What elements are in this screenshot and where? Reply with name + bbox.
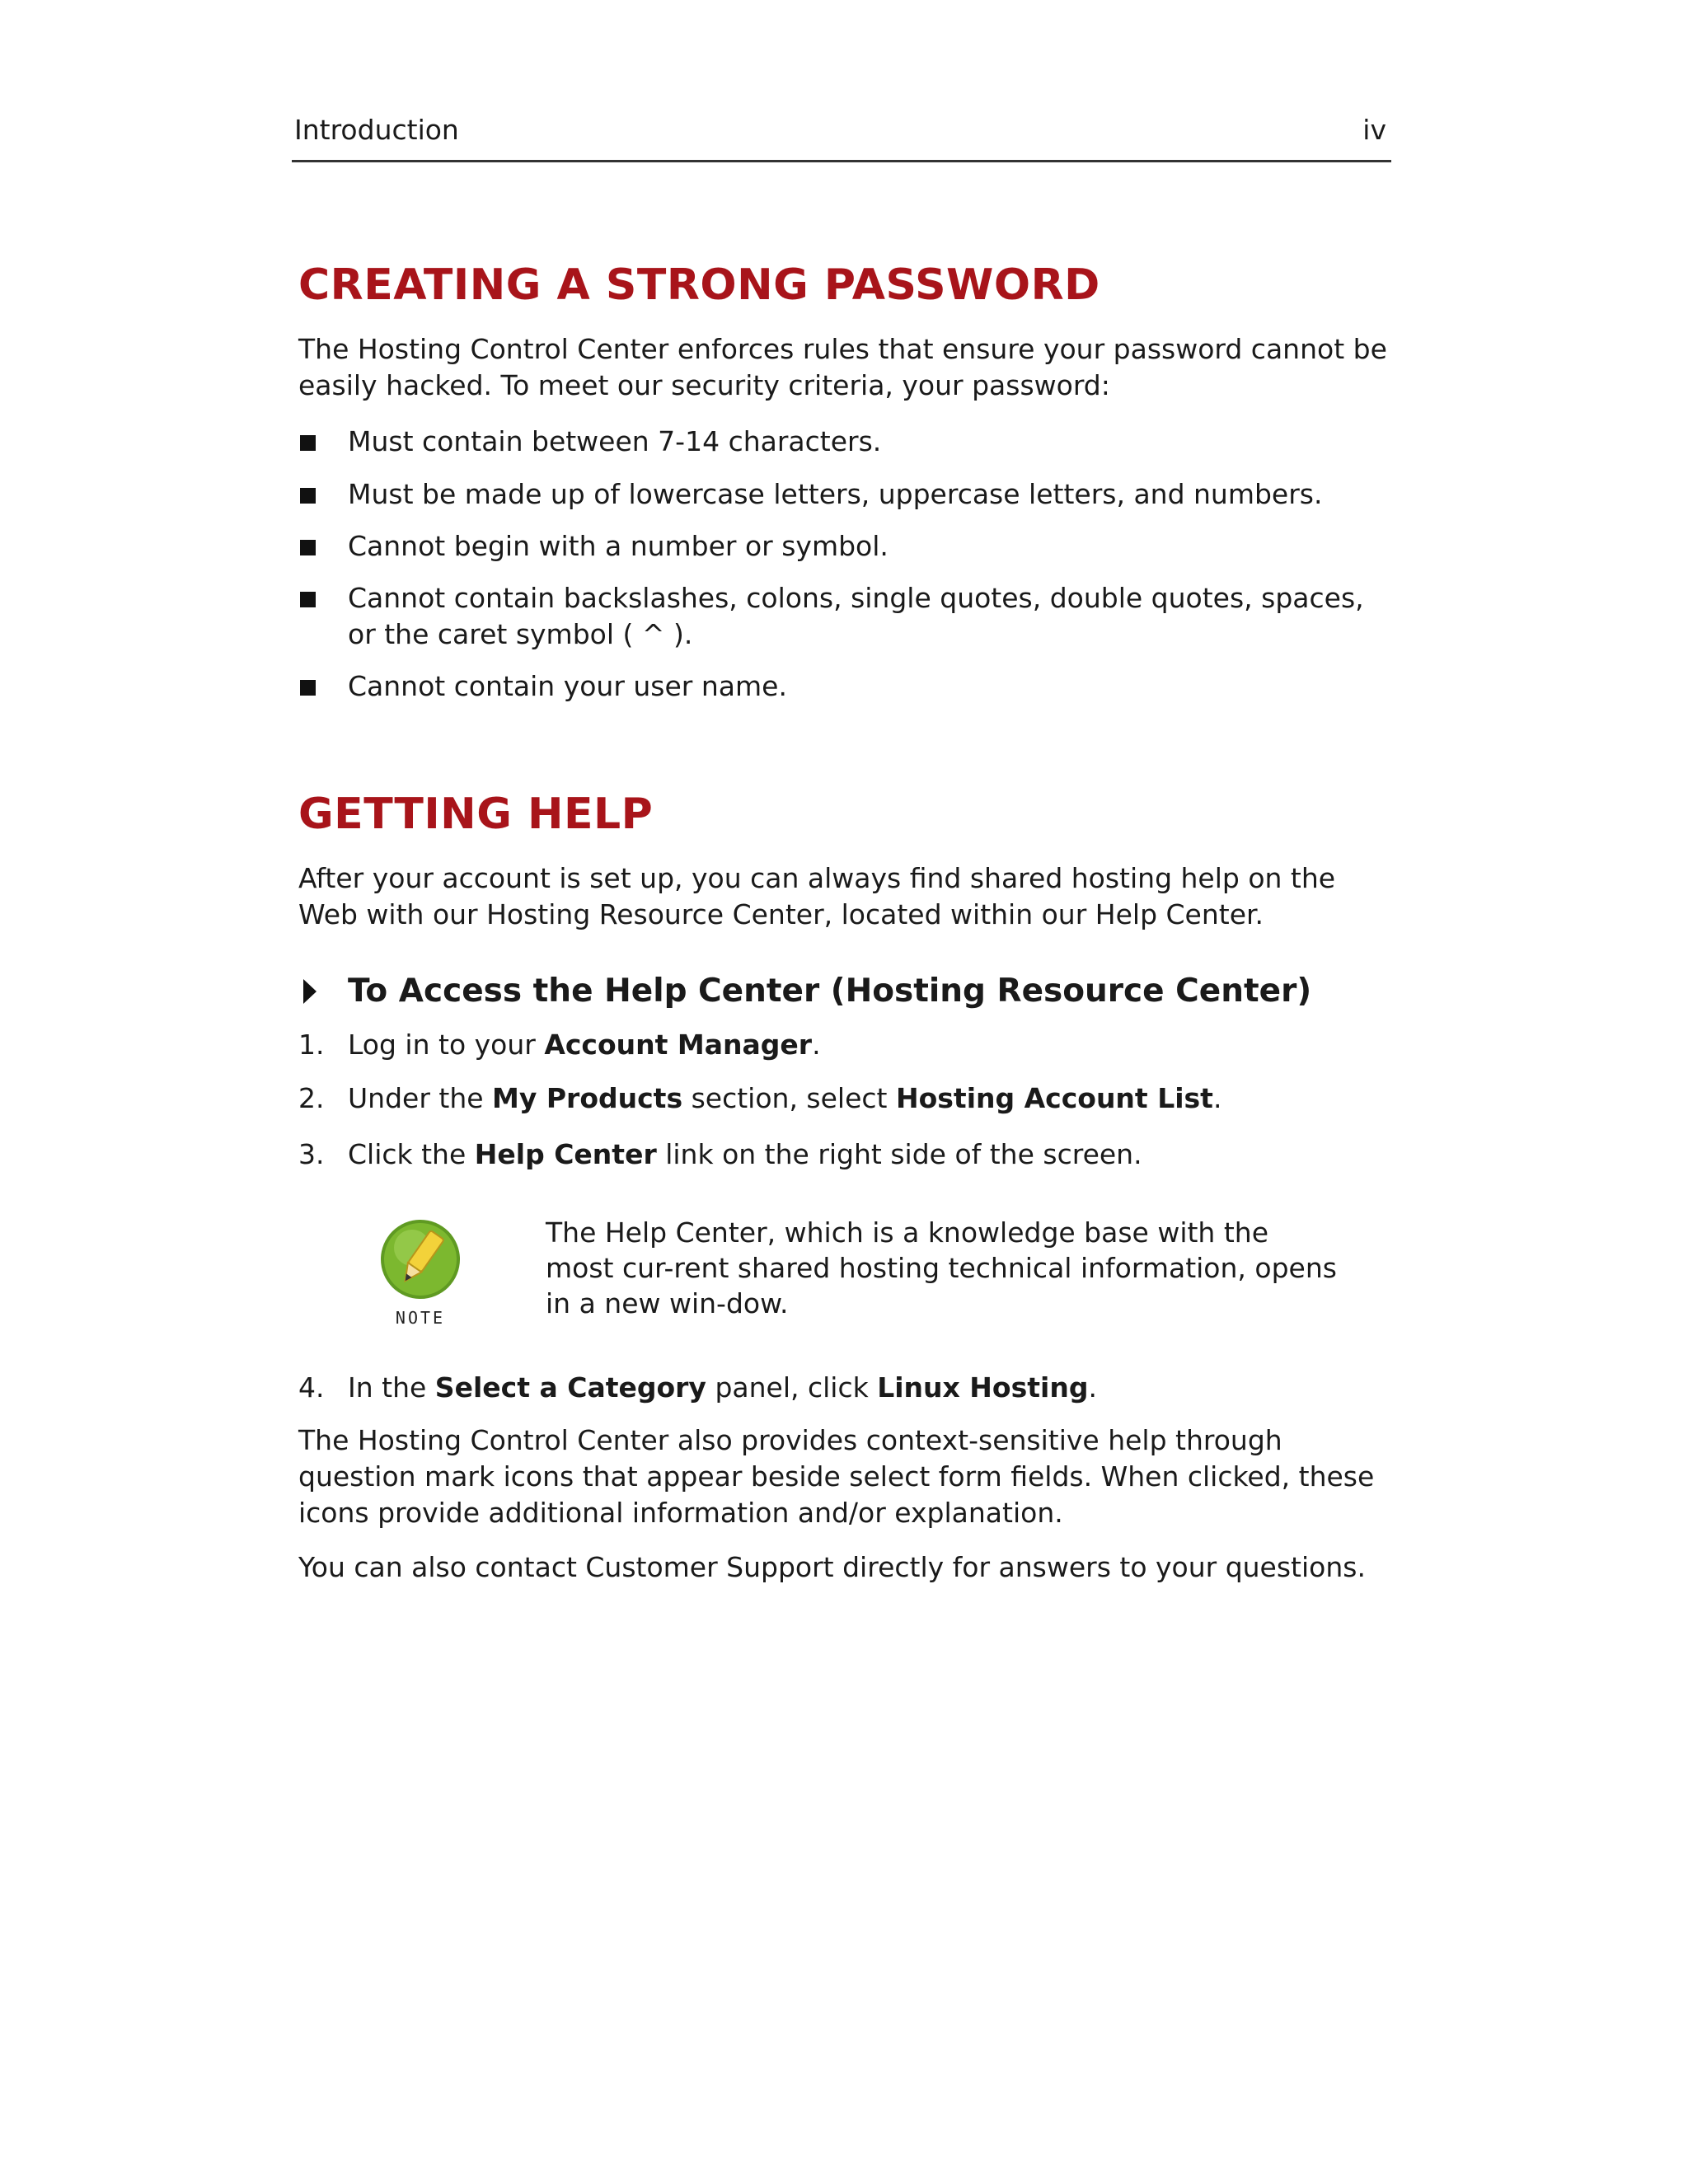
support-paragraph: You can also contact Customer Support directly for answers to your questions. bbox=[298, 1551, 1366, 1583]
password-section-heading: CREATING A STRONG PASSWORD bbox=[298, 260, 1100, 310]
bullet-square-icon bbox=[300, 540, 316, 555]
note-label: NOTE bbox=[395, 1308, 446, 1328]
context-help-paragraph: The Hosting Control Center also provides context-sensitive help through question mark icons that appear beside select form fields. When clicked, these icons provide additional information and/or explanation. bbox=[298, 1424, 1375, 1529]
note-pencil-icon bbox=[371, 1218, 470, 1330]
bullet-square-icon bbox=[300, 435, 316, 451]
help-section-heading: GETTING HELP bbox=[298, 790, 654, 839]
note-text: The Help Center, which is a knowledge base with the most cur-rent shared hosting technical information, opens in a new win-dow. bbox=[546, 1216, 1337, 1319]
running-header-title: Introduction bbox=[294, 114, 459, 146]
procedure-arrow-icon bbox=[303, 979, 316, 1004]
help-intro: After your account is set up, you can always find shared hosting help on the Web with our Hosting Resource Center, located within our Help Center. bbox=[298, 862, 1336, 930]
bullet-square-icon bbox=[300, 488, 316, 504]
password-intro: The Hosting Control Center enforces rules that ensure your password cannot be easily hacked. To meet our security criteria, your password: bbox=[298, 333, 1387, 401]
running-header bbox=[292, 114, 1391, 162]
bullet-square-icon bbox=[300, 592, 316, 607]
page-number: iv bbox=[1362, 114, 1386, 146]
document-page: Introduction iv CREATING A STRONG PASSWORD The Hosting Control Center enforces rules that ensure your password cannot be easily hacked. To meet our security criteria, your password: Must contain between 7-14 characters. Must be made up of lowercase letters, uppercase letters, and numbers. Cannot begin with a number or symbol. Cannot contain backslashes, colons, single quotes, double quotes, spaces, or the caret symbol ( ^ ). Cannot contain your user name. GETTING HELP After your account is set up, you can always find shared hosting help on the Web with our Hosting Resource Center, located within our Help Center. To Access the Help Center (Hosting Resource Center) 1. Log in to your Account Manager. 2. Under the My Products section, select Hosting Account List. 3. Click the Help Center link on the right side of the screen. NOTE The Help Center, which is a knowledge base with the most cur-rent shared hosting technical information, opens in a new win-dow. 4. In the Select a Category panel, click Linux Hosting. The Hosting Control Center also provides context-sensitive help through question mark icons that appear beside select form fields. When clicked, these icons provide additional information and/or explanation. You can also contact Customer Support directly for answers to your questions. bbox=[0, 0, 1688, 2184]
bullet-square-icon bbox=[300, 680, 316, 696]
